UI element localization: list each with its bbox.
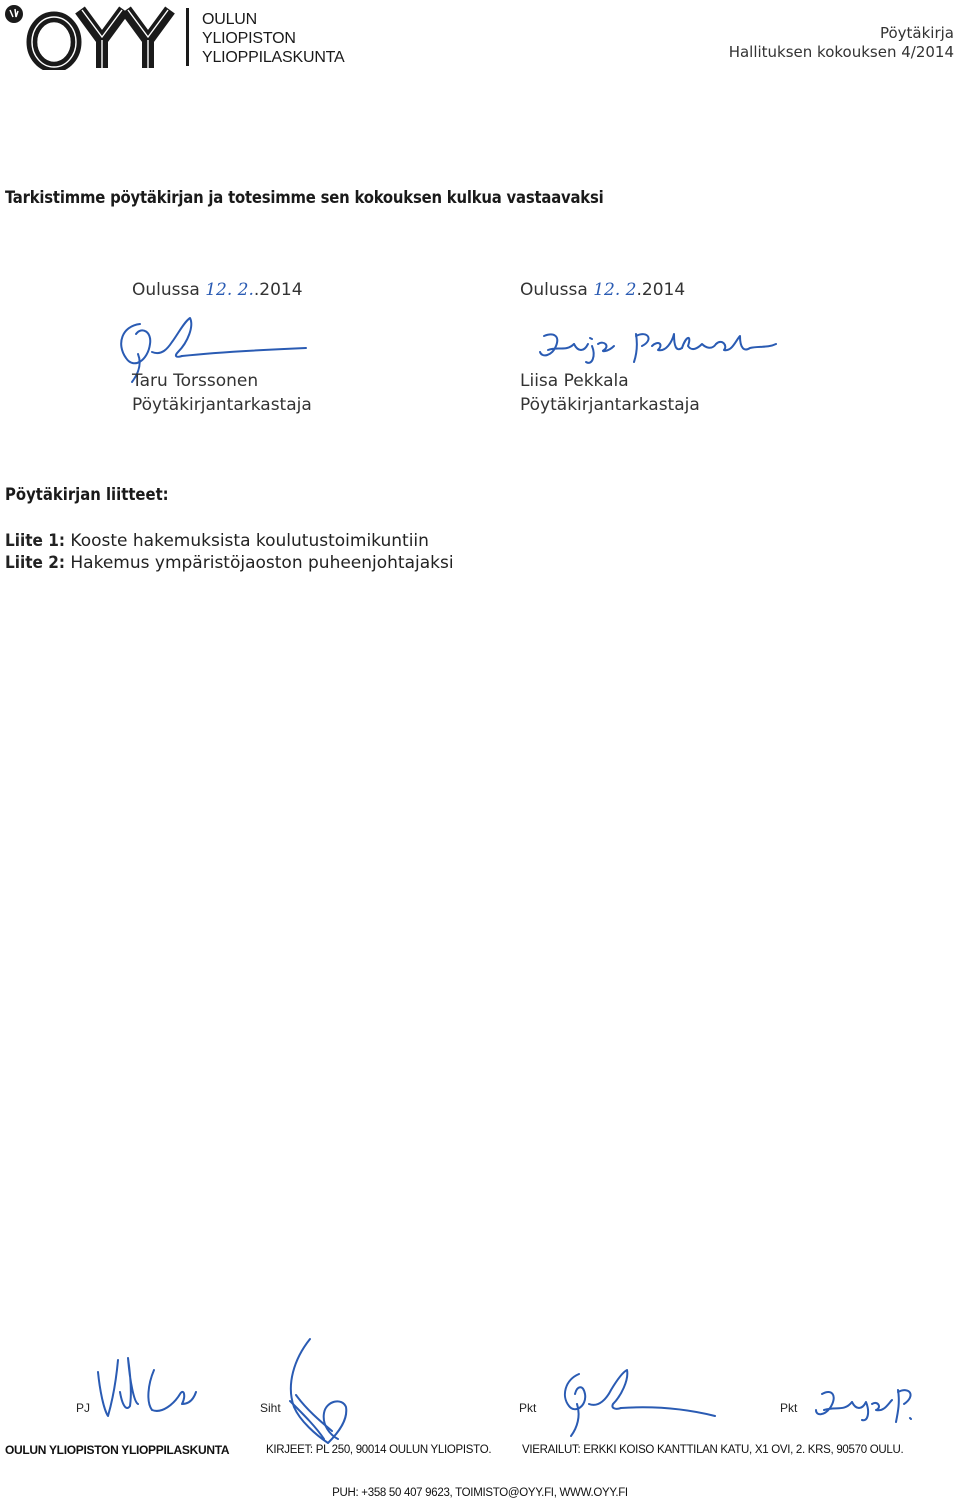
oyy-logo: [4, 4, 176, 70]
left-signer-name: Taru Torssonen: [132, 371, 259, 391]
verification-heading: Tarkistimme pöytäkirjan ja totesimme sen kokouksen kulkua vastaavaksi: [5, 188, 604, 207]
org-name-line-1: OULUN: [202, 11, 258, 28]
right-signer-role: Pöytäkirjantarkastaja: [520, 395, 700, 415]
footer-label-pkt-1: Pkt: [519, 1401, 537, 1415]
footer-label-siht: Siht: [260, 1401, 281, 1415]
left-place-prefix: Oulussa: [132, 280, 200, 300]
appendices-heading: Pöytäkirjan liitteet:: [5, 485, 169, 504]
document-subtitle: Hallituksen kokouksen 4/2014: [728, 43, 954, 61]
footer-contact-info: PUH: +358 50 407 9623, TOIMISTO@OYY.FI, WWW.OYY.FI: [332, 1487, 628, 1499]
appendix-text: Kooste hakemuksista koulutustoimikuntiin: [65, 531, 429, 551]
document-type: Pöytäkirja: [879, 24, 954, 42]
footer-visiting-address: VIERAILUT: ERKKI KOISO KANTTILAN KATU, X1 OVI, 2. KRS, 90570 OULU.: [522, 1444, 904, 1456]
right-signature: [536, 322, 781, 368]
footer-organization: OULUN YLIOPISTON YLIOPPILASKUNTA: [5, 1443, 230, 1457]
initials-pkt-2: [812, 1382, 917, 1427]
initials-pkt-1: [555, 1366, 720, 1446]
left-year: .2014: [253, 280, 303, 300]
appendix-item-1: [5, 531, 429, 551]
logo-divider: [186, 8, 189, 66]
org-name-line-2: YLIOPISTON: [202, 30, 296, 47]
right-signer-name: Liisa Pekkala: [520, 371, 629, 391]
footer-label-pj: PJ: [76, 1401, 91, 1415]
footer-label-pkt-2: Pkt: [780, 1401, 798, 1415]
left-signer-role: Pöytäkirjantarkastaja: [132, 395, 312, 415]
footer-mail-address: KIRJEET: PL 250, 90014 OULUN YLIOPISTO.: [266, 1444, 492, 1456]
appendix-label: Liite 2:: [5, 553, 65, 573]
appendix-text: Hakemus ympäristöjaoston puheenjohtajaksi: [65, 553, 454, 573]
appendix-label: Liite 1:: [5, 531, 65, 551]
initials-siht: [276, 1335, 366, 1450]
initials-pj: [90, 1352, 200, 1422]
right-place-prefix: Oulussa: [520, 280, 588, 300]
right-handwritten-date: 12. 2: [593, 280, 637, 300]
right-place-date: [520, 280, 685, 300]
left-place-date: [132, 280, 303, 300]
right-year: .2014: [636, 280, 686, 300]
appendix-item-2: [5, 553, 454, 573]
org-name-line-3: YLIOPPILASKUNTA: [202, 49, 345, 66]
left-handwritten-date: 12. 2.: [205, 280, 254, 300]
